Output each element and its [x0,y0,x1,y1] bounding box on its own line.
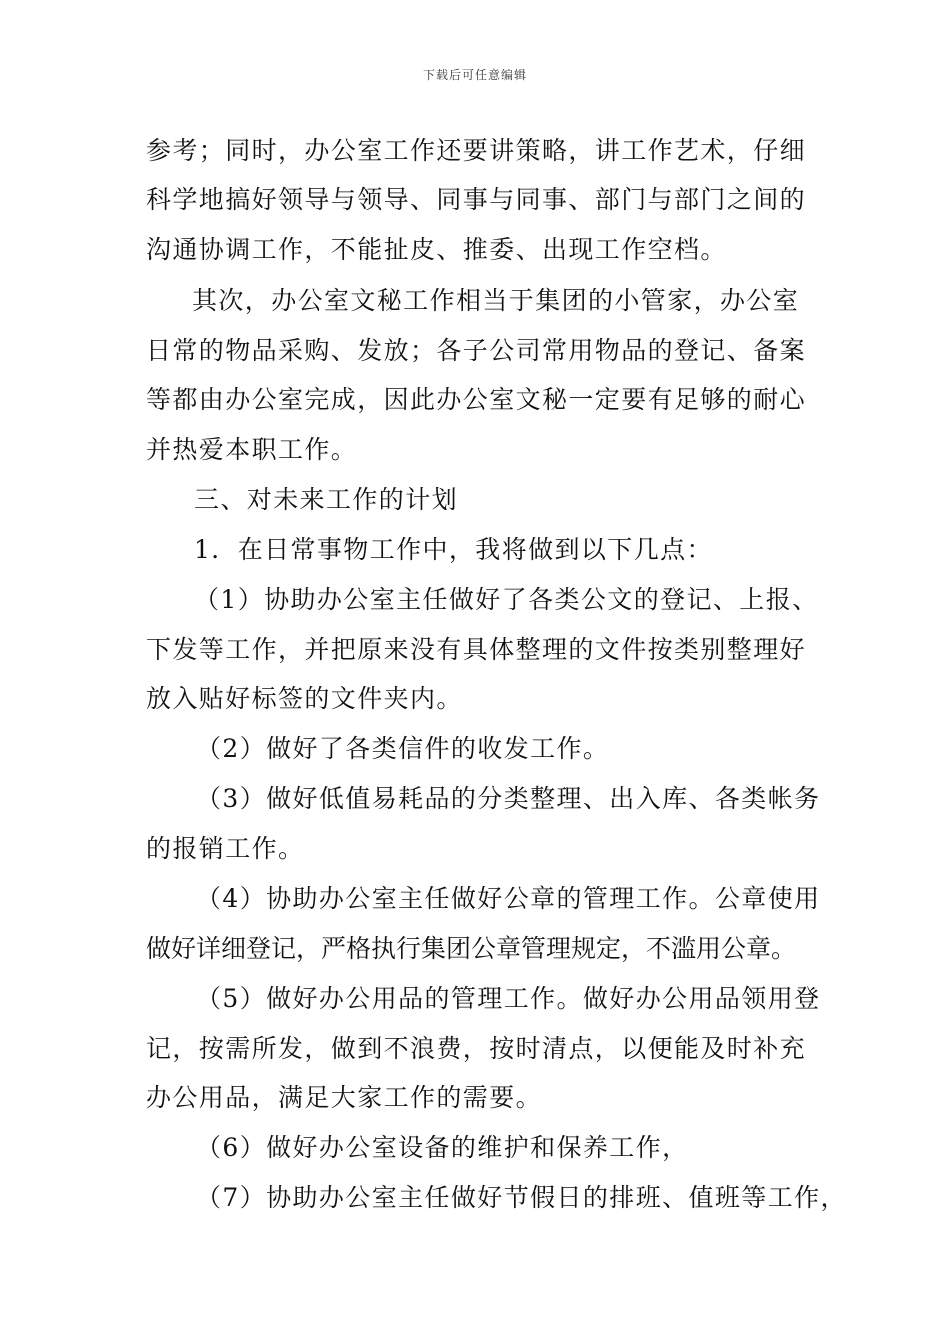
body-line: 参考；同时，办公室工作还要讲策略，讲工作艺术，仔细 [146,136,807,165]
body-line: 放入贴好标签的文件夹内。 [146,684,463,713]
body-line: 其次，办公室文秘工作相当于集团的小管家，办公室 [192,286,800,315]
list-item: （3）做好低值易耗品的分类整理、出入库、各类帐务 [196,784,821,813]
body-line: 办公用品，满足大家工作的需要。 [146,1083,543,1112]
section-heading: 三、对未来工作的计划 [194,485,459,514]
body-line: 日常的物品采购、发放；各子公司常用物品的登记、备案 [146,336,807,365]
body-line: 沟通协调工作，不能扯皮、推委、出现工作空档。 [146,235,727,264]
list-item: （5）做好办公用品的管理工作。做好办公用品领用登 [196,984,821,1013]
list-item: （2）做好了各类信件的收发工作。 [196,734,610,763]
body-line: 做好详细登记，严格执行集团公章管理规定，不滥用公章。 [146,934,797,963]
list-item: （1）协助办公室主任做好了各类公文的登记、上报、 [194,585,819,614]
page-header: 下载后可任意编辑 [422,68,527,82]
body-line: 科学地搞好领导与领导、同事与同事、部门与部门之间的 [146,185,807,214]
body-line: 记，按需所发，做到不浪费，按时清点，以便能及时补充 [146,1034,807,1063]
body-line: 1．在日常事物工作中，我将做到以下几点： [194,535,713,564]
body-line: 并热爱本职工作。 [146,435,358,464]
list-item: （7）协助办公室主任做好节假日的排班、值班等工作， [196,1183,847,1212]
list-item: （4）协助办公室主任做好公章的管理工作。公章使用 [196,884,821,913]
body-line: 等都由办公室完成，因此办公室文秘一定要有足够的耐心 [146,385,807,414]
body-line: 下发等工作，并把原来没有具体整理的文件按类别整理好 [146,635,807,664]
body-line: 的报销工作。 [146,834,305,863]
list-item: （6）做好办公室设备的维护和保养工作， [196,1133,689,1162]
